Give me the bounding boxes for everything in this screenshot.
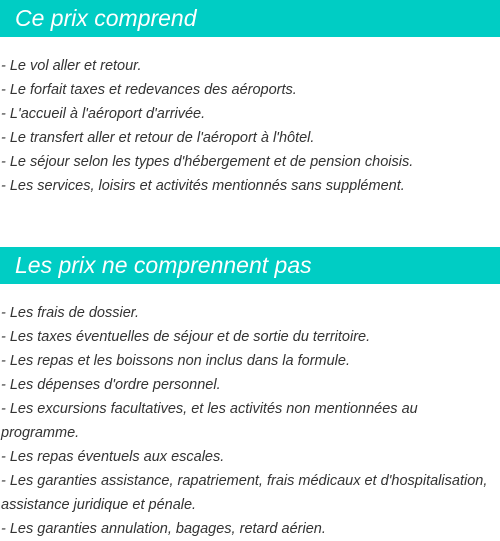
list-item: - Le séjour selon les types d'hébergement et de pension choisis. xyxy=(1,154,414,170)
excluded-list xyxy=(1,301,497,541)
section-header-included: Ce prix comprend xyxy=(0,0,500,37)
list-item: - L'accueil à l'aéroport d'arrivée. xyxy=(1,106,206,122)
list-item: - Les garanties annulation, bagages, retard aérien. xyxy=(1,521,326,537)
list-item: - Les garanties assistance, rapatriement, frais médicaux et d'hospitalisation, assistance juridique et pénale. xyxy=(1,473,488,513)
section-header-excluded: Les prix ne comprennent pas xyxy=(0,247,500,284)
list-item: - Le vol aller et retour. xyxy=(1,58,142,74)
list-item: - Les taxes éventuelles de séjour et de sortie du territoire. xyxy=(1,329,371,345)
list-item: - Le forfait taxes et redevances des aéroports. xyxy=(1,82,297,98)
list-item: - Les services, loisirs et activités mentionnés sans supplément. xyxy=(1,178,405,194)
list-item: - Les frais de dossier. xyxy=(1,305,140,321)
list-item: - Le transfert aller et retour de l'aéroport à l'hôtel. xyxy=(1,130,315,146)
list-item: - Les repas et les boissons non inclus dans la formule. xyxy=(1,353,350,369)
included-list xyxy=(1,54,497,198)
list-item: - Les excursions facultatives, et les activités non mentionnées au programme. xyxy=(1,401,418,441)
list-item: - Les dépenses d'ordre personnel. xyxy=(1,377,221,393)
list-item: - Les repas éventuels aux escales. xyxy=(1,449,225,465)
